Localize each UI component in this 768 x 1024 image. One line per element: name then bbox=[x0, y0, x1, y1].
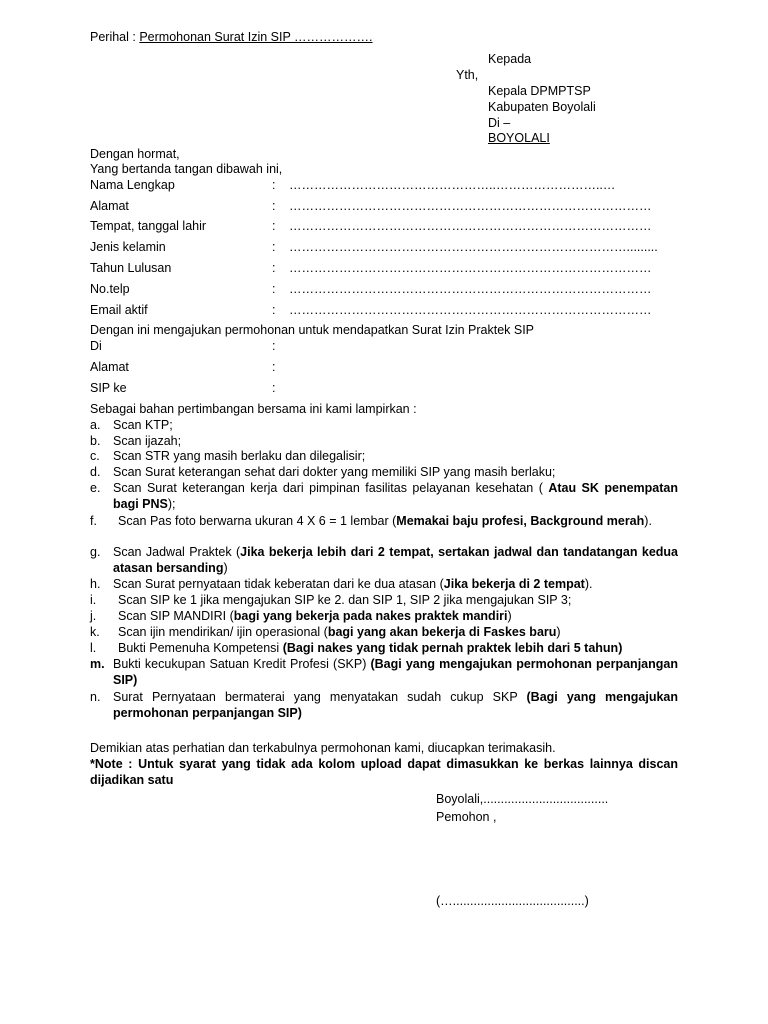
subject-line bbox=[90, 30, 373, 46]
list-text-plain: Bukti kecukupan Satuan Kredit Profesi (SKP) bbox=[113, 657, 371, 671]
list-text-bold: (Bagi yang mengajukan permohonan perpanjangan SIP) bbox=[113, 657, 678, 687]
list-text: Scan SIP ke 1 jika mengajukan SIP ke 2. dan SIP 1, SIP 2 jika mengajukan SIP 3; bbox=[118, 593, 572, 607]
list-text bbox=[118, 514, 678, 530]
list-marker: c. bbox=[90, 449, 100, 463]
practice-colon: : bbox=[272, 381, 276, 395]
subject-label: Perihal : bbox=[90, 30, 140, 44]
list-text: Scan Surat keterangan sehat dari dokter yang memiliki SIP yang masih berlaku; bbox=[113, 465, 556, 479]
list-text: Scan KTP; bbox=[113, 418, 173, 432]
list-text-bold: Jika bekerja lebih dari 2 tempat, sertakan jadwal dan tandatangan kedua atasan bersanding bbox=[113, 545, 678, 575]
field-label: Tempat, tanggal lahir bbox=[90, 219, 207, 233]
practice-label: Alamat bbox=[90, 360, 129, 374]
list-marker: n. bbox=[90, 690, 101, 704]
list-text-plain: Scan Jadwal Praktek ( bbox=[113, 545, 241, 559]
address-line-2: Kabupaten Boyolali bbox=[488, 100, 596, 114]
list-text-bold: (Bagi yang mengajukan permohonan perpanjangan SIP) bbox=[113, 690, 678, 720]
field-colon: : bbox=[272, 219, 276, 233]
field-dots: ………………………………………………………………………......... bbox=[289, 240, 658, 254]
list-text-bold: Jika bekerja di 2 tempat bbox=[443, 577, 585, 591]
list-text bbox=[118, 641, 678, 657]
list-text-bold: bagi yang bekerja pada nakes praktek mandiri bbox=[233, 609, 508, 623]
list-text-after: ) bbox=[507, 609, 512, 623]
address-kepada: Kepada bbox=[488, 52, 532, 66]
field-colon: : bbox=[272, 303, 276, 317]
list-text-plain: Surat Pernyataan bermaterai yang menyatakan sudah cukup SKP bbox=[113, 690, 527, 704]
list-marker: h. bbox=[90, 577, 101, 591]
field-colon: : bbox=[272, 261, 276, 275]
list-marker: b. bbox=[90, 434, 101, 448]
list-text-after: ) bbox=[556, 625, 561, 639]
list-marker: l. bbox=[90, 641, 97, 655]
field-colon: : bbox=[272, 282, 276, 296]
list-text bbox=[118, 609, 678, 625]
list-marker: f. bbox=[90, 514, 97, 528]
list-text-bold: Atau SK penempatan bagi PNS bbox=[113, 481, 679, 511]
field-dots: …………………………………………………………………………… bbox=[289, 219, 652, 233]
field-colon: : bbox=[272, 199, 276, 213]
list-text-plain: Scan Surat pernyataan tidak keberatan dari ke dua atasan ( bbox=[113, 577, 444, 591]
list-text-after: ) bbox=[223, 560, 228, 575]
list-text bbox=[113, 481, 678, 512]
request-text: Dengan ini mengajukan permohonan untuk mendapatkan Surat Izin Praktek SIP bbox=[90, 323, 535, 337]
practice-label: Di bbox=[90, 339, 102, 353]
list-text-bold: Memakai baju profesi, Background merah bbox=[396, 514, 645, 528]
signature-name: (…......................................) bbox=[436, 894, 589, 908]
list-text-bold: bagi yang akan bekerja di Faskes baru bbox=[327, 625, 557, 639]
list-text bbox=[118, 625, 678, 641]
practice-label: SIP ke bbox=[90, 381, 127, 395]
field-dots: …………………………………………………………………………… bbox=[289, 303, 652, 317]
list-text bbox=[113, 545, 678, 576]
list-marker: k. bbox=[90, 625, 100, 639]
field-label: Email aktif bbox=[90, 303, 148, 317]
signature-role: Pemohon , bbox=[436, 810, 497, 824]
greeting: Dengan hormat, bbox=[90, 147, 180, 161]
field-colon: : bbox=[272, 178, 276, 192]
list-marker: j. bbox=[90, 609, 97, 623]
field-colon: : bbox=[272, 240, 276, 254]
address-line-3: Di – bbox=[488, 116, 511, 130]
list-text-plain: Scan ijin mendirikan/ ijin operasional ( bbox=[118, 625, 328, 639]
address-yth: Yth, bbox=[456, 68, 479, 82]
field-label: Jenis kelamin bbox=[90, 240, 166, 254]
list-text-plain: Scan Surat keterangan kerja dari pimpinan fasilitas pelayanan kesehatan ( bbox=[113, 481, 549, 495]
field-label: Nama Lengkap bbox=[90, 178, 175, 192]
list-text: Scan STR yang masih berlaku dan dilegalisir; bbox=[113, 449, 366, 463]
list-marker: m. bbox=[90, 657, 105, 671]
address-line-1: Kepala DPMPTSP bbox=[488, 84, 591, 98]
list-text-bold: (Bagi nakes yang tidak pernah praktek lebih dari 5 tahun) bbox=[282, 641, 623, 655]
closing-text: Demikian atas perhatian dan terkabulnya permohonan kami, diucapkan terimakasih. bbox=[90, 741, 556, 755]
note-text: *Note : Untuk syarat yang tidak ada kolom upload dapat dimasukkan ke berkas lainnya discan dijadikan satu bbox=[90, 757, 678, 787]
field-label: No.telp bbox=[90, 282, 130, 296]
practice-colon: : bbox=[272, 339, 276, 353]
field-dots: …………………………………………………………………………… bbox=[289, 261, 652, 275]
list-text-plain: Scan SIP MANDIRI ( bbox=[118, 609, 234, 623]
list-text-plain: Bukti Pemenuha Kompetensi bbox=[118, 641, 283, 655]
list-marker: d. bbox=[90, 465, 101, 479]
field-dots: …………………………………………………………………………… bbox=[289, 199, 652, 213]
address-line-4: BOYOLALI bbox=[488, 131, 550, 145]
list-text bbox=[113, 577, 678, 593]
list-text-after: ). bbox=[584, 577, 593, 591]
list-marker: a. bbox=[90, 418, 101, 432]
field-label: Tahun Lulusan bbox=[90, 261, 172, 275]
field-dots: …………………………………………………………………………… bbox=[289, 282, 652, 296]
list-text bbox=[113, 690, 678, 721]
practice-colon: : bbox=[272, 360, 276, 374]
list-text-plain: Scan Pas foto berwarna ukuran 4 X 6 = 1 lembar ( bbox=[118, 514, 397, 528]
list-text-after: ); bbox=[167, 496, 176, 511]
list-marker: g. bbox=[90, 545, 101, 559]
field-dots: …………………………………………..……………………..… bbox=[289, 178, 616, 192]
attachments-intro: Sebagai bahan pertimbangan bersama ini kami lampirkan : bbox=[90, 402, 417, 416]
subject-value: Permohonan Surat Izin SIP ………………. bbox=[139, 30, 373, 44]
list-text: Scan ijazah; bbox=[113, 434, 182, 448]
list-text bbox=[113, 657, 678, 688]
signature-place-date: Boyolali,.................................... bbox=[436, 792, 609, 806]
list-marker: i. bbox=[90, 593, 97, 607]
field-label: Alamat bbox=[90, 199, 129, 213]
list-marker: e. bbox=[90, 481, 101, 495]
intro-text: Yang bertanda tangan dibawah ini, bbox=[90, 162, 283, 176]
list-text-after: ). bbox=[644, 514, 652, 528]
